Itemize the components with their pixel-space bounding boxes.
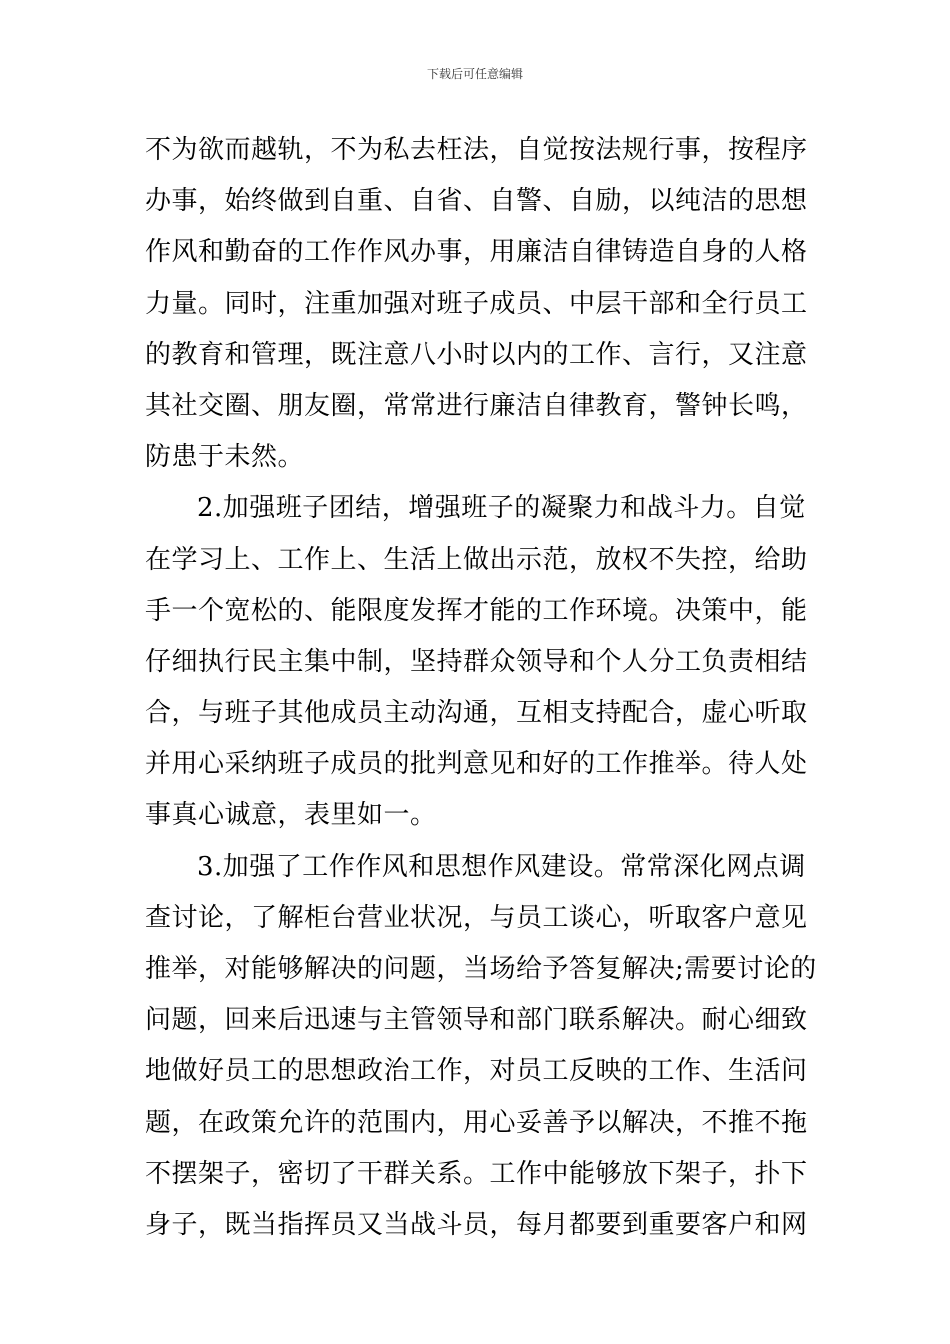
- page-header: 下载后可任意编辑: [426, 67, 523, 81]
- paragraph-2-first-line: 2.加强班子团结，增强班子的凝聚力和战斗力。自觉: [197, 493, 806, 524]
- text-line: 在学习上、工作上、生活上做出示范，放权不失控，给助: [145, 544, 808, 575]
- text-line: 作风和勤奋的工作作风办事，用廉洁自律铸造自身的人格: [145, 237, 808, 268]
- document-body: [145, 125, 817, 1251]
- text-line: 查讨论，了解柜台营业状况，与员工谈心，听取客户意见: [145, 902, 808, 933]
- text-line: 题，在政策允许的范围内，用心妥善予以解决，不推不拖: [145, 1107, 808, 1138]
- text-line: 其社交圈、朋友圈，常常进行廉洁自律教育，警钟长鸣，: [145, 390, 808, 421]
- text-line: 的教育和管理，既注意八小时以内的工作、言行，又注意: [145, 339, 808, 370]
- text-line: 防患于未然。: [145, 442, 305, 473]
- text-line: 事真心诚意，表里如一。: [145, 800, 437, 831]
- text-line: 不摆架子，密切了干群关系。工作中能够放下架子，扑下: [145, 1158, 808, 1189]
- text-line: 办事，始终做到自重、自省、自警、自励，以纯洁的思想: [145, 186, 808, 217]
- text-line: 并用心采纳班子成员的批判意见和好的工作推举。待人处: [145, 749, 808, 780]
- text-line: 推举，对能够解决的问题，当场给予答复解决;需要讨论的: [145, 954, 817, 984]
- paragraph-3-first-line: 3.加强了工作作风和思想作风建设。常常深化网点调: [197, 851, 806, 882]
- text-line: 地做好员工的思想政治工作，对员工反映的工作、生活问: [145, 1056, 808, 1087]
- text-line: 身子，既当指挥员又当战斗员，每月都要到重要客户和网: [145, 1209, 808, 1240]
- text-line: 不为欲而越轨，不为私去枉法，自觉按法规行事，按程序: [145, 135, 808, 165]
- text-line: 力量。同时，注重加强对班子成员、中层干部和全行员工: [145, 288, 808, 319]
- text-line: 手一个宽松的、能限度发挥才能的工作环境。决策中，能: [145, 595, 808, 626]
- text-line: 合，与班子其他成员主动沟通，互相支持配合，虚心听取: [145, 698, 808, 729]
- text-line: 仔细执行民主集中制，坚持群众领导和个人分工负责相结: [145, 646, 808, 677]
- text-line: 问题，回来后迅速与主管领导和部门联系解决。耐心细致: [145, 1005, 808, 1036]
